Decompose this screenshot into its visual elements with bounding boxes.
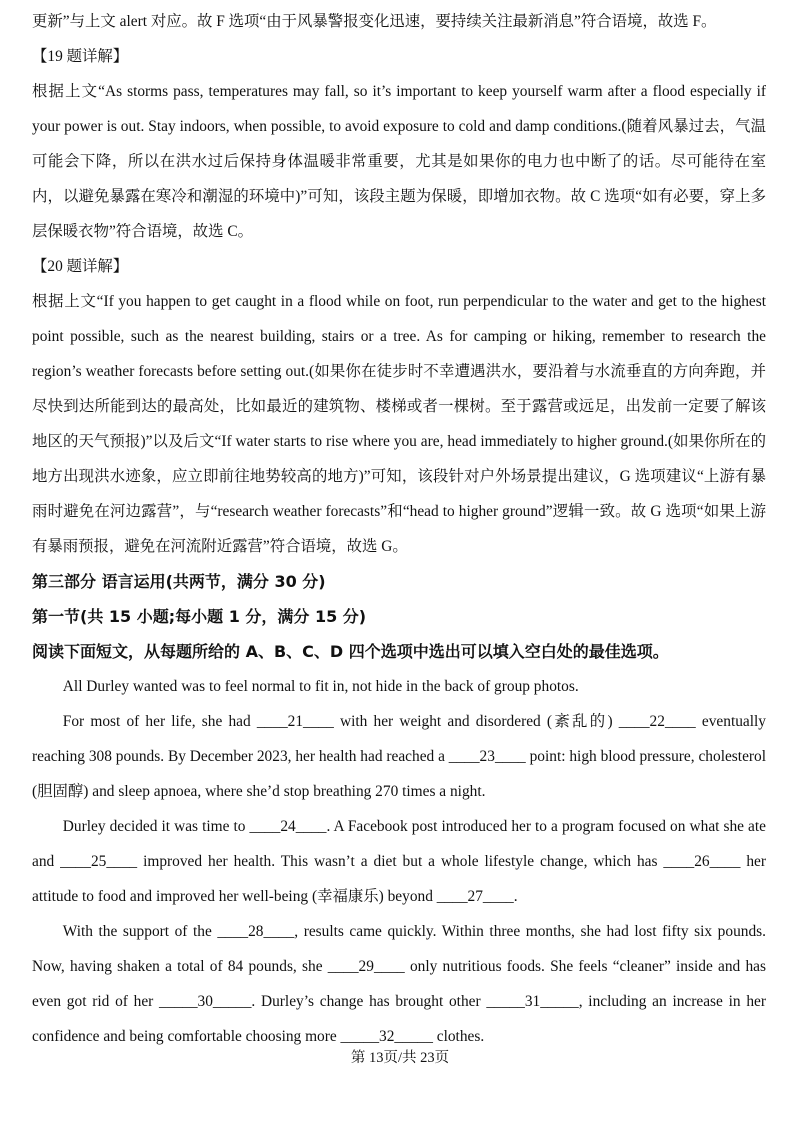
q20-heading: 【20 题详解】 [32, 258, 129, 275]
q19-heading: 【19 题详解】 [32, 48, 129, 65]
passage-paragraph-3: Durley decided it was time to ____24____. A Facebook post introduced her to a program focused on what she ate and ____25____ improved her health. This wasn’t a diet but a whole lifestyle change, which has ____26____ her attitude to food and improved her well-being (幸福康乐) beyond ____27____. [32, 818, 766, 905]
instruction: 阅读下面短文，从每题所给的 A、B、C、D 四个选项中选出可以填入空白处的最佳选项。 [32, 642, 669, 661]
page-number: 第 13页/共 23页 [350, 1050, 450, 1066]
q18-explanation-tail: 更新”与上文 alert 对应。故 F 选项“由于风暴警报变化迅速，要持续关注最新消息”符合语境，故选 F。 [32, 13, 717, 30]
part-title: 第三部分 语言运用(共两节，满分 30 分) [32, 572, 326, 591]
q20-explanation: 根据上文“If you happen to get caught in a flood while on foot, run perpendicular to the water and get to the highest point possible, such as the nearest building, stairs or a tree. As for camping or hiking, remember to research the region’s weather forecasts before setting out.(如果你在徒步时不幸遭遇洪水，要沿着与水流垂直的方向奔跑，并尽快到达所能到达的最高处，比如最近的建筑物、楼梯或者一棵树。至于露营或远足，出发前一定要了解该地区的天气预报)”以及后文“If water starts to rise where you are, head immediately to higher ground.(如果你所在的地方出现洪水迹象，应立即前往地势较高的地方)”可知，该段针对户外场景提出建议，G 选项建议“上游有暴雨时避免在河边露营”，与“research weather forecasts”和“head to higher ground”逻辑一致。故 G 选项“如果上游有暴雨预报，避免在河流附近露营”符合语境，故选 G。 [32, 293, 766, 555]
passage-paragraph-1: All Durley wanted was to feel normal to fit in, not hide in the back of group photos. [62, 678, 579, 695]
passage-paragraph-4: With the support of the ____28____, results came quickly. Within three months, she had lost fifty six pounds. Now, having shaken a total of 84 pounds, she ____29____ only nutritious foods. She feels “cleaner” inside and has even got rid of her _____30_____. Durley’s change has brought other _____31_____, including an increase in her confidence and being comfortable choosing more _____32_____ clothes. [32, 923, 766, 1045]
passage-paragraph-2: For most of her life, she had ____21____ with her weight and disordered (紊乱的) ____22____ eventually reaching 308 pounds. By December 2023, her health had reached a ____23____ point: high blood pressure, cholesterol (胆固醇) and sleep apnoea, where she’d stop breathing 270 times a night. [32, 713, 766, 800]
q19-explanation: 根据上文“As storms pass, temperatures may fall, so it’s important to keep yourself warm after a flood especially if your power is out. Stay indoors, when possible, to avoid exposure to cold and damp conditions.(随着风暴过去，气温可能会下降，所以在洪水过后保持身体温暖非常重要，尤其是如果你的电力也中断了的话。尽可能待在室内，以避免暴露在寒冷和潮湿的环境中)”可知，该段主题为保暖，即增加衣物。故 C 选项“如有必要，穿上多层保暖衣物”符合语境，故选 C。 [32, 83, 766, 240]
subsection-title: 第一节(共 15 小题;每小题 1 分，满分 15 分) [32, 607, 367, 626]
